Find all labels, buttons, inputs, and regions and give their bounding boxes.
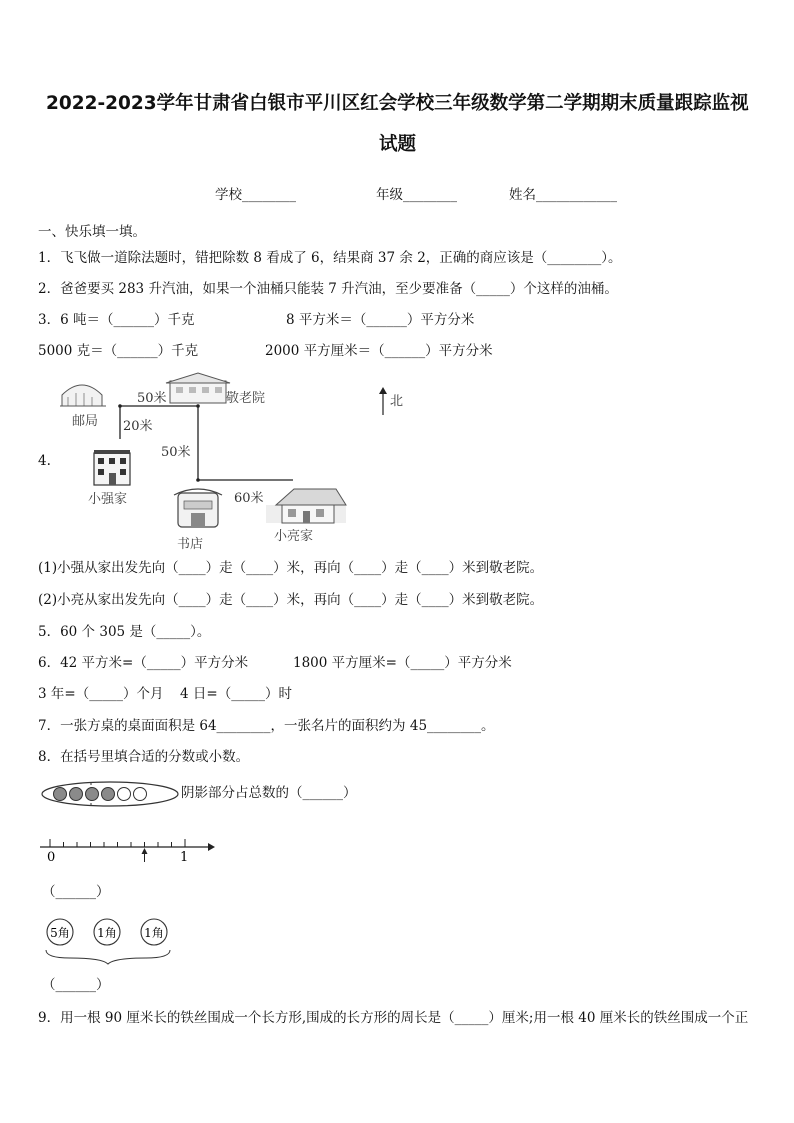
section-heading: 一、快乐填一填。 [38, 224, 146, 240]
shaded-circle [70, 788, 83, 801]
question-6d: 4 日=（_____）时 [180, 686, 292, 702]
question-6a: 6．42 平方米=（_____）平方分米 [38, 655, 249, 671]
number-line-arrow-icon [142, 848, 148, 862]
nursing-home-icon [166, 373, 230, 403]
distance-60: 60米 [234, 491, 264, 506]
empty-circle [118, 788, 131, 801]
number-line [40, 830, 215, 866]
north-label: 北 [390, 394, 404, 409]
question-3c: 5000 克＝（______）千克 [38, 343, 199, 359]
xiaoliang-home-label: 小亮家 [274, 529, 314, 544]
question-1: 1．飞飞做一道除法题时，错把除数 8 看成了 6，结果商 37 余 2，正确的商应该是（________）。 [38, 250, 622, 266]
coin-label: 5角 [50, 926, 70, 940]
question-8-stem: 8．在括号里填合适的分数或小数。 [38, 749, 250, 765]
axis-end-label: 1 [180, 850, 189, 865]
question-6c: 3 年=（_____）个月 [38, 686, 164, 702]
coin-label: 1角 [97, 926, 117, 940]
coins-figure [40, 912, 180, 964]
distance-50-mid: 50米 [161, 445, 191, 460]
circles-figure [40, 780, 180, 808]
nursing-home-label: 敬老院 [226, 391, 266, 406]
question-4-part2: (2)小亮从家出发先向（____）走（____）米，再向（____）走（____）米到敬老院。 [38, 592, 544, 608]
distance-50-top: 50米 [137, 391, 167, 406]
question-4-number: 4. [38, 453, 51, 469]
xiaoqiang-home-icon [94, 450, 130, 485]
question-6b: 1800 平方厘米=（_____）平方分米 [293, 655, 512, 671]
north-arrow-icon [379, 387, 387, 415]
shaded-circle [54, 788, 67, 801]
bookstore-icon [174, 489, 222, 527]
question-9: 9．用一根 90 厘米长的铁丝围成一个长方形,围成的长方形的周长是（_____）厘米;用一根 40 厘米长的铁丝围成一个正 [38, 1010, 749, 1026]
bookstore-label: 书店 [177, 537, 204, 552]
xiaoqiang-home-label: 小强家 [88, 492, 128, 507]
xiaoliang-home-icon [266, 489, 346, 523]
arrow-head [142, 848, 148, 854]
question-3d: 2000 平方厘米＝（______）平方分米 [265, 343, 493, 359]
school-field[interactable]: 学校________ [215, 187, 296, 203]
question-4-part1: (1)小强从家出发先向（____）走（____）米，再向（____）走（____）米到敬老院。 [38, 560, 544, 576]
distance-20: 20米 [123, 419, 153, 434]
direction-map [50, 375, 404, 555]
page-title-line2: 试题 [379, 134, 417, 155]
coins-answer[interactable]: （______） [42, 977, 110, 993]
shaded-circle [102, 788, 115, 801]
question-3a: 3．6 吨＝（______）千克 [38, 312, 195, 328]
question-5: 5．60 个 305 是（_____）。 [38, 624, 211, 640]
question-2: 2．爸爸要买 283 升汽油，如果一个油桶只能装 7 升汽油，至少要准备（_____）个这样的油桶。 [38, 281, 618, 297]
question-7: 7．一张方桌的桌面面积是 64________，一张名片的面积约为 45________。 [38, 718, 495, 734]
circles-question: 阴影部分占总数的（______） [181, 785, 357, 801]
question-3b: 8 平方米＝（______）平方分米 [286, 312, 475, 328]
axis-start-label: 0 [47, 850, 56, 865]
post-office-label: 邮局 [72, 414, 99, 429]
post-office-icon [60, 385, 106, 406]
empty-circle [134, 788, 147, 801]
shaded-circle [86, 788, 99, 801]
page-title: 2022-2023学年甘肃省白银市平川区红会学校三年级数学第二学期期末质量跟踪监视 [46, 93, 749, 114]
number-line-answer[interactable]: （______） [42, 884, 110, 900]
coin-label: 1角 [144, 926, 164, 940]
name-field[interactable]: 姓名____________ [509, 187, 617, 203]
grade-field[interactable]: 年级________ [376, 187, 457, 203]
